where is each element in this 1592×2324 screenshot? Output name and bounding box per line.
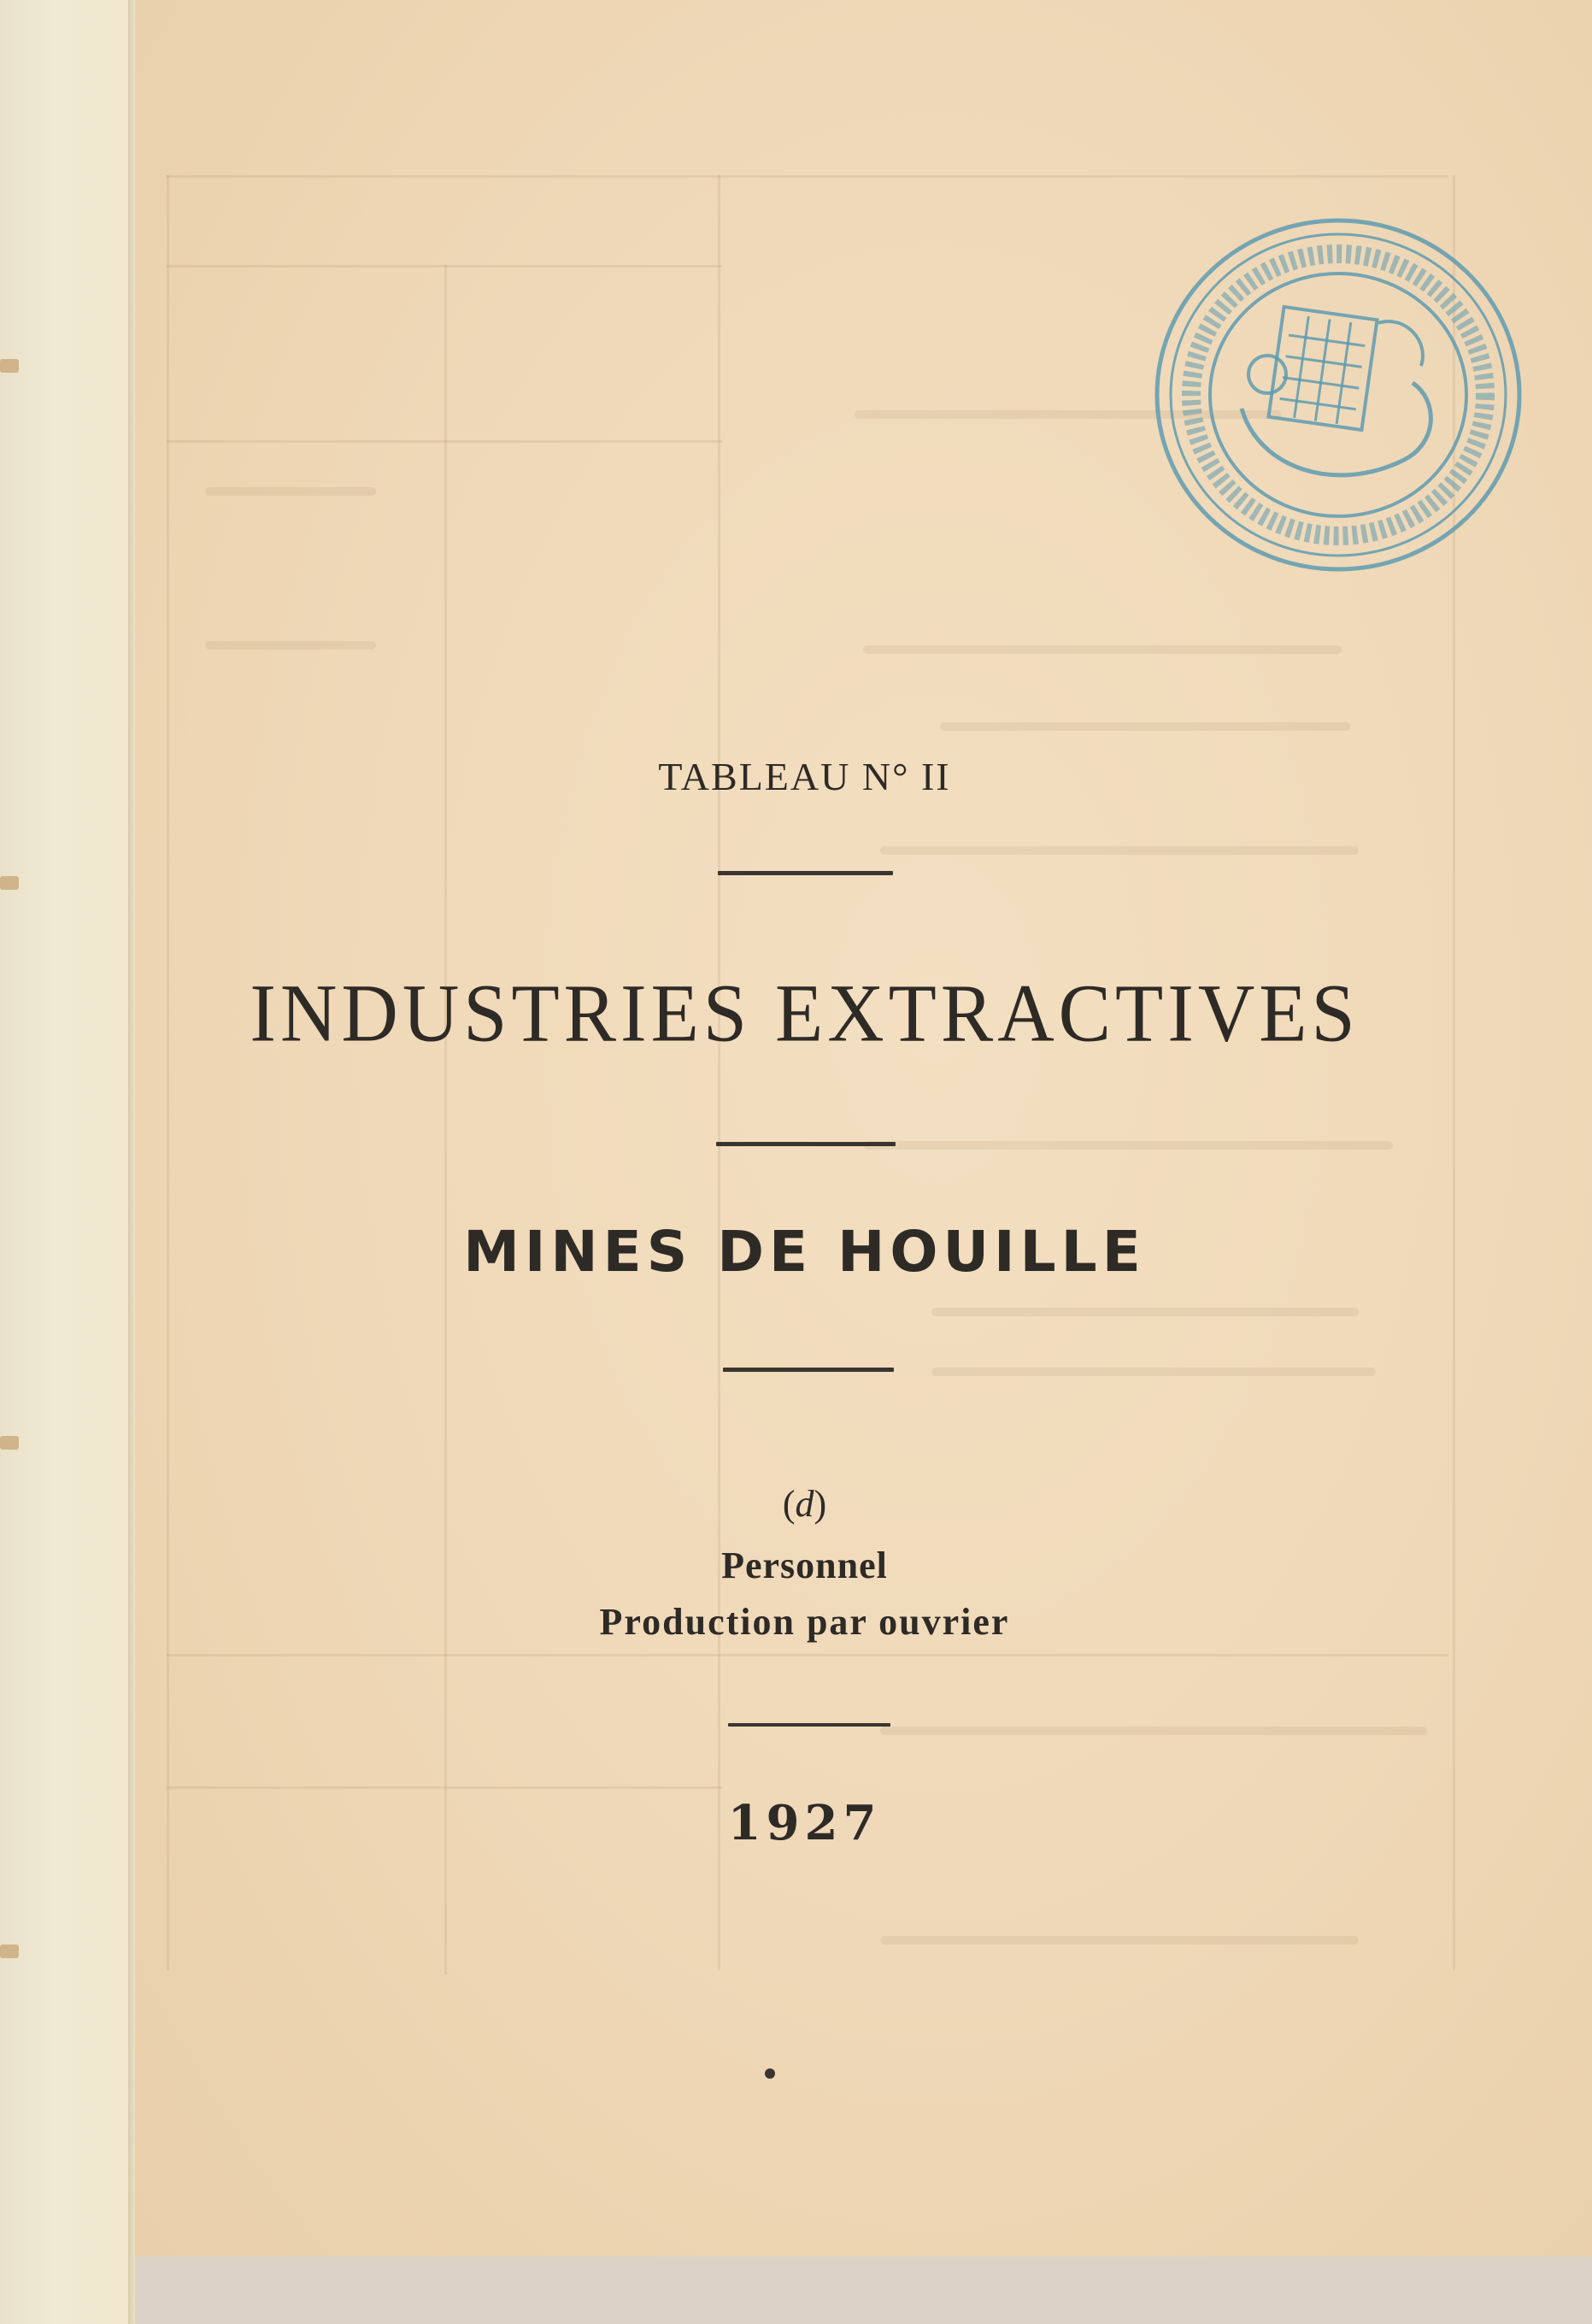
bleed-through-text (205, 641, 376, 650)
library-seal-icon (1148, 212, 1529, 578)
binding-thread (0, 1436, 19, 1450)
subtitle-personnel: Personnel (721, 1544, 888, 1586)
bleed-through-line (718, 175, 720, 1970)
sector-title: MINES DE HOUILLE (463, 1219, 1146, 1285)
subtitle-production: Production par ouvrier (599, 1601, 1010, 1643)
publication-year: 1927 (727, 1795, 882, 1851)
bleed-through-line (167, 175, 1448, 178)
bleed-through-line (167, 1654, 1448, 1656)
divider-rule (728, 1723, 890, 1727)
bleed-through-text (880, 846, 1359, 855)
bleed-through-line (167, 175, 169, 1970)
table-number: TABLEAU N° II (658, 755, 951, 798)
bleed-through-text (931, 1308, 1359, 1316)
binding-thread (0, 359, 19, 373)
bleed-through-line (167, 1786, 722, 1789)
section-label (135, 1482, 1474, 1526)
divider-rule (716, 1142, 896, 1146)
bleed-through-text (880, 1936, 1359, 1945)
binding-strip (0, 0, 141, 2324)
section-open-paren: ( (782, 1483, 796, 1525)
section-close-paren: ) (814, 1483, 827, 1525)
bleed-through-line (444, 265, 447, 1974)
bleed-through-text (863, 1141, 1393, 1150)
ink-dot (765, 2068, 775, 2079)
binding-thread (0, 876, 19, 890)
divider-rule (723, 1368, 894, 1372)
bleed-through-text (880, 1727, 1427, 1735)
bleed-through-text (205, 487, 376, 496)
bleed-through-text (863, 645, 1342, 654)
section-letter: d (795, 1483, 814, 1525)
page-bottom-edge (135, 2256, 1592, 2324)
bleed-through-text (931, 1368, 1376, 1376)
bleed-through-text (940, 722, 1350, 731)
binding-thread (0, 1945, 19, 1958)
industry-title: INDUSTRIES EXTRACTIVES (250, 967, 1360, 1059)
divider-rule (718, 871, 893, 875)
